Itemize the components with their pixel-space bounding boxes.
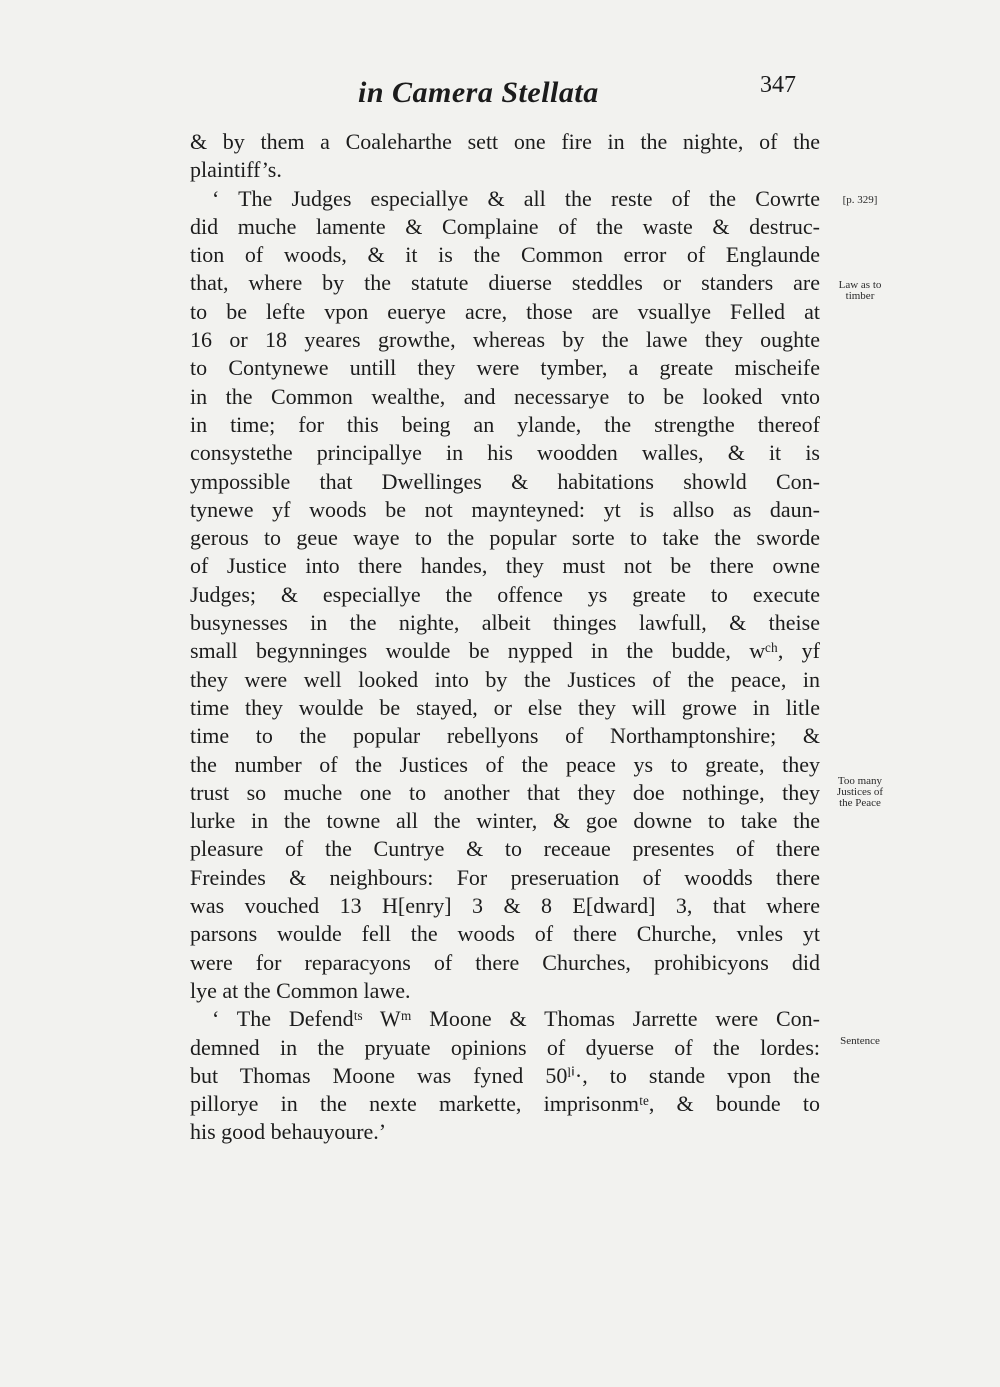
text-line: in time; for this being an ylande, the strengthe thereof bbox=[190, 411, 820, 437]
text-line: small begynninges woulde be nypped in the budde, wᶜʰ, yf bbox=[190, 638, 820, 664]
text-line: that, where by the statute diuerse steddles or standers are bbox=[190, 270, 820, 296]
text-line: pleasure of the Cuntrye & to receaue presentes of there bbox=[190, 836, 820, 862]
margin-note-line: the Peace bbox=[839, 797, 881, 809]
text-line: Judges; & especiallye the offence ys greate to execute bbox=[190, 581, 820, 607]
margin-note-page-ref: [p. 329] bbox=[842, 194, 878, 206]
text-line: tynewe yf woods be not maynteyned: yt is allso as daun- bbox=[190, 496, 820, 522]
text-line: tion of woods, & it is the Common error of Englaunde bbox=[190, 242, 820, 268]
text-line: to Contynewe untill they were tymber, a greate mischeife bbox=[190, 355, 820, 381]
margin-note-line: Law as to bbox=[838, 279, 882, 291]
text-line: consystethe principallye in his woodden walles, & it is bbox=[190, 440, 820, 466]
text-line: parsons woulde fell the woods of there Churche, vnles yt bbox=[190, 921, 820, 947]
text-line: his good behauyoure.’ bbox=[190, 1119, 387, 1145]
text-line: demned in the pryuate opinions of dyuerse of the lordes: bbox=[190, 1034, 820, 1060]
text-line: of Justice into there handes, they must not be there owne bbox=[190, 553, 820, 579]
margin-note-justices bbox=[820, 776, 900, 809]
text-line: time to the popular rebellyons of Northamptonshire; & bbox=[190, 723, 820, 749]
text-line: were for reparacyons of there Churches, prohibicyons did bbox=[190, 949, 820, 975]
page-number: 347 bbox=[760, 72, 796, 98]
text-line: trust so muche one to another that they doe nothinge, they bbox=[190, 779, 820, 805]
text-line: busynesses in the nighte, albeit thinges lawfull, & theise bbox=[190, 610, 820, 636]
body-text bbox=[190, 128, 820, 1147]
text-line: ‘ The Defendᵗˢ Wᵐ Moone & Thomas Jarrette were Con- bbox=[212, 1006, 820, 1032]
margin-note-sentence: Sentence bbox=[840, 1035, 880, 1047]
text-line: time they woulde be stayed, or else they will growe in litle bbox=[190, 694, 820, 720]
text-line: lye at the Common lawe. bbox=[190, 977, 411, 1003]
text-line: was vouched 13 H[enry] 3 & 8 E[dward] 3, that where bbox=[190, 893, 820, 919]
text-line: the number of the Justices of the peace ys to greate, they bbox=[190, 751, 820, 777]
text-line: Freindes & neighbours: For preseruation of woodds there bbox=[190, 864, 820, 890]
text-line: but Thomas Moone was fyned 50ˡⁱ·, to stande vpon the bbox=[190, 1062, 820, 1088]
text-line: & by them a Coaleharthe sett one fire in the nighte, of the bbox=[190, 129, 820, 154]
text-line: in the Common wealthe, and necessarye to be looked vnto bbox=[190, 383, 820, 409]
text-line: plaintiff’s. bbox=[190, 157, 282, 183]
text-line: ‘ The Judges especiallye & all the reste of the Cowrte bbox=[212, 185, 820, 211]
text-line: pillorye in the nexte markette, imprisonmᵗᵉ, & bounde to bbox=[190, 1091, 820, 1117]
text-line: gerous to geue waye to the popular sorte to take the sworde bbox=[190, 525, 820, 551]
text-line: 16 or 18 yeares growthe, whereas by the lawe they oughte bbox=[190, 327, 820, 353]
running-head-title: in Camera Stellata bbox=[358, 76, 599, 109]
text-line: lurke in the towne all the winter, & goe downe to take the bbox=[190, 808, 820, 834]
text-line: ympossible that Dwellinges & habitations showld Con- bbox=[190, 468, 820, 494]
margin-note-law-timber bbox=[820, 280, 900, 302]
margin-note-line: Too many bbox=[837, 775, 883, 787]
text-line: did muche lamente & Complaine of the waste & destruc- bbox=[190, 213, 820, 239]
text-line: they were well looked into by the Justices of the peace, in bbox=[190, 666, 820, 692]
text-line: to be lefte vpon euerye acre, those are vsuallye Felled at bbox=[190, 298, 820, 324]
margin-note-line: Justices of bbox=[836, 786, 884, 798]
margin-note-line: timber bbox=[845, 290, 875, 302]
